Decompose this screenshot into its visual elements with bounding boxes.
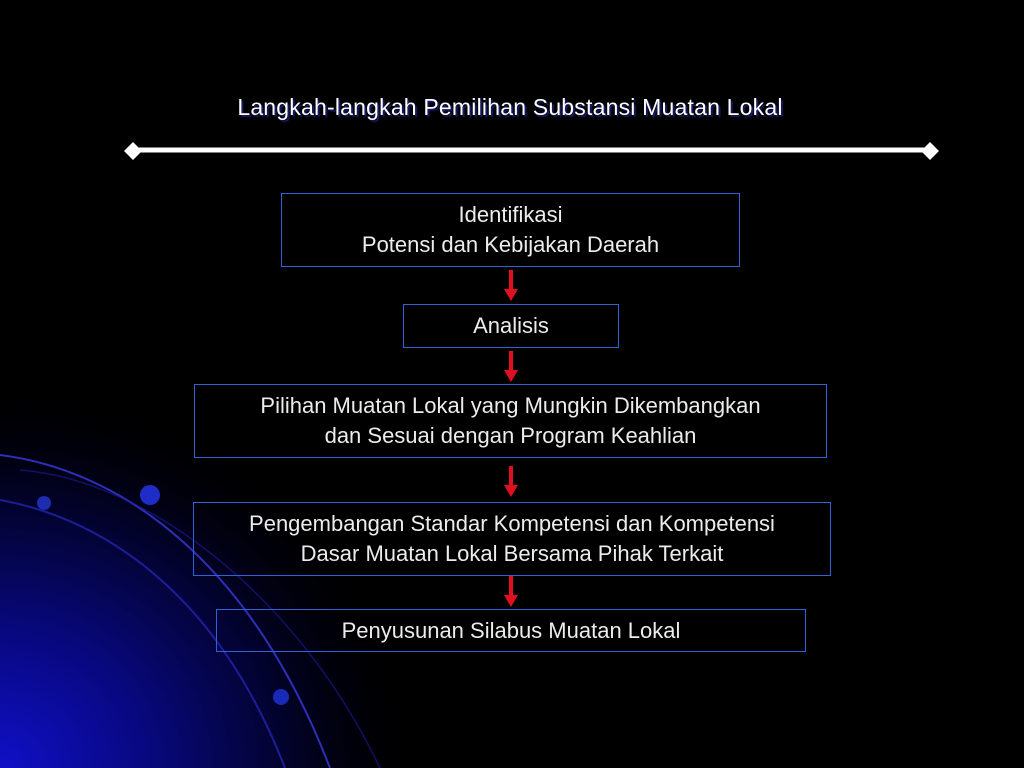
divider-left-diamond [124, 142, 142, 160]
step-text-line: Identifikasi [458, 202, 563, 227]
step-text-line: Penyusunan Silabus Muatan Lokal [341, 617, 681, 643]
step-penyusunan-box [216, 609, 806, 652]
step-text-line: Pengembangan Standar Kompetensi dan Kompetensi [249, 511, 775, 536]
decor-dot [140, 485, 160, 505]
decor-dot [37, 496, 51, 510]
title-divider [0, 0, 1024, 200]
step-identifikasi-box [281, 193, 740, 267]
step-pengembangan-box [193, 502, 831, 576]
step-pilihan-box [194, 384, 827, 458]
flow-arrow-down-icon [504, 270, 518, 302]
decor-dot [273, 689, 289, 705]
flow-arrow-down-icon [504, 576, 518, 608]
divider-right-diamond [921, 142, 939, 160]
step-analisis-box [403, 304, 619, 348]
slide-title: Langkah-langkah Pemilihan Substansi Muatan Lokal [237, 94, 783, 120]
flow-arrow-down-icon [504, 351, 518, 383]
step-text-line: Analisis [473, 313, 549, 338]
step-text-line: Dasar Muatan Lokal Bersama Pihak Terkait [300, 541, 724, 566]
step-text-line: Pilihan Muatan Lokal yang Mungkin Dikembangkan [260, 393, 761, 418]
flow-arrow-down-icon [504, 466, 518, 498]
step-text-line: Potensi dan Kebijakan Daerah [361, 232, 660, 257]
step-text-line: dan Sesuai dengan Program Keahlian [324, 423, 697, 448]
divider-line [133, 148, 930, 153]
